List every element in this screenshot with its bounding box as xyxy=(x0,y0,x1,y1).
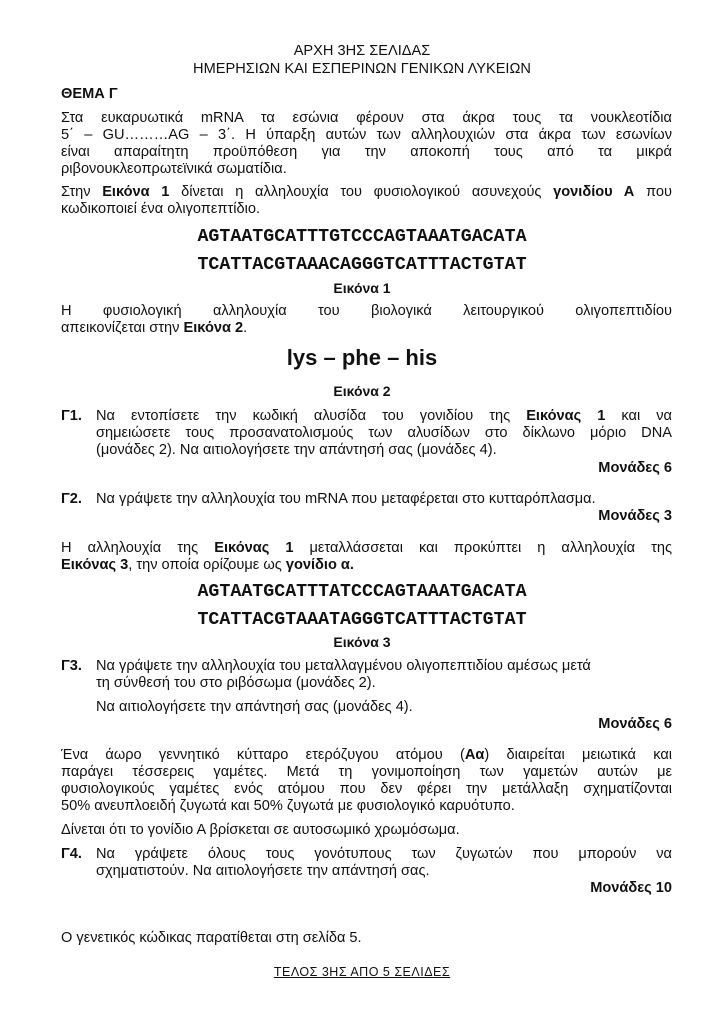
intro-p2-line-1 xyxy=(61,184,672,201)
question-g1-line-2: σημειώσετε τους προσανατολισμούς των αλυσίδων στο δίκλωνο μόριο DNA xyxy=(96,425,672,441)
section-title: ΘΕΜΑ Γ xyxy=(61,86,118,102)
question-g4-label: Γ4. xyxy=(61,846,82,862)
figure3-strand-1: AGTAATGCATTTATCCCAGTAAATGACATA xyxy=(197,582,527,602)
figure1-strand-2: TCATTACGTAAACAGGGTCATTTACTGTAT xyxy=(197,255,527,275)
p5-line-1 xyxy=(61,747,672,764)
figure-ref: Εικόνας 1 xyxy=(214,540,294,556)
question-g2-label: Γ2. xyxy=(61,491,82,507)
question-g1-line-1 xyxy=(96,408,672,425)
page-footer: ΤΕΛΟΣ 3ΗΣ ΑΠΟ 5 ΣΕΛΙΔΕΣ xyxy=(273,965,451,979)
p6: Δίνεται ότι το γονίδιο Α βρίσκεται σε αυτοσωμικό χρωμόσωμα. xyxy=(61,822,460,838)
text: απεικονίζεται στην xyxy=(61,320,184,336)
figure3-strand-2: TCATTACGTAAATAGGGTCATTTACTGTAT xyxy=(197,610,527,630)
text: που xyxy=(634,184,672,200)
figure2-peptide: lys – phe – his xyxy=(286,345,438,370)
header-line-2: ΗΜΕΡΗΣΙΩΝ ΚΑΙ ΕΣΠΕΡΙΝΩΝ ΓΕΝΙΚΩΝ ΛΥΚΕΙΩΝ xyxy=(193,61,531,77)
text: ) διαιρείται μειωτικά και xyxy=(484,747,673,763)
intro-line-4: ριβονουκλεοπρωτεϊνικά σωματίδια. xyxy=(61,161,287,177)
figure-ref: Εικόνας 1 xyxy=(526,408,606,424)
question-g4-units: Μονάδες 10 xyxy=(590,880,672,896)
intro-line-3: είναι απαραίτητη προϋπόθεση για την αποκοπή τους από τα μικρά xyxy=(61,144,672,160)
figure1-strand-1: AGTAATGCATTTGTCCCAGTAAATGACATA xyxy=(197,227,527,247)
p3-line-1: Η φυσιολογική αλληλουχία του βιολογικά λειτουργικού ολιγοπεπτιδίου xyxy=(61,303,672,319)
gene-ref: γονίδιο α. xyxy=(285,557,354,573)
text: δίνεται η αλληλουχία του φυσιολογικού ασυνεχούς xyxy=(169,184,554,200)
question-g3-line-2: τη σύνθεσή του στο ριβόσωμα (μονάδες 2). xyxy=(96,675,376,691)
p5-line-2: παράγει τέσσερεις γαμέτες. Μετά τη γονιμοποίηση των γαμετών αυτών με xyxy=(61,764,672,780)
figure2-caption: Εικόνα 2 xyxy=(333,383,391,399)
figure3-caption: Εικόνα 3 xyxy=(333,634,391,650)
question-g4-line-2: σχηματιστούν. Να αιτιολογήσετε την απάντησή σας. xyxy=(96,863,430,879)
p4-line-1 xyxy=(61,540,672,557)
figure-ref: Εικόνας 3 xyxy=(61,557,129,573)
question-g3-label: Γ3. xyxy=(61,658,82,674)
question-g1-units: Μονάδες 6 xyxy=(598,460,672,476)
p5-line-4: 50% ανευπλοειδή ζυγωτά και 50% ζυγωτά με φυσιολογικό καρυότυπο. xyxy=(61,798,515,814)
question-g1-label: Γ1. xyxy=(61,408,82,424)
p4-line-2 xyxy=(61,557,672,574)
genetic-code-note: Ο γενετικός κώδικας παρατίθεται στη σελίδα 5. xyxy=(61,930,362,946)
intro-line-2: 5΄ – GU………AG – 3΄. Η ύπαρξη αυτών των αλληλουχιών στα άκρα των εσωνίων xyxy=(61,127,672,143)
header-line-1: ΑΡΧΗ 3ΗΣ ΣΕΛΙΔΑΣ xyxy=(293,43,431,59)
text: Να εντοπίσετε την κωδική αλυσίδα του γονιδίου της xyxy=(96,408,527,424)
question-g2-units: Μονάδες 3 xyxy=(598,508,672,524)
figure-ref: Εικόνα 1 xyxy=(102,184,170,200)
text: μεταλλάσσεται και προκύπτει η αλληλουχία της xyxy=(293,540,673,556)
question-g3-line-3: Να αιτιολογήσετε την απάντησή σας (μονάδες 4). xyxy=(96,699,413,715)
text: Στην xyxy=(61,184,103,200)
figure1-caption: Εικόνα 1 xyxy=(333,280,391,296)
text: Η αλληλουχία της xyxy=(61,540,215,556)
intro-line-1: Στα ευκαρυωτικά mRNA τα εσώνια φέρουν στα άκρα τους τα νουκλεοτίδια xyxy=(61,110,672,126)
question-g2-text: Να γράψετε την αλληλουχία του mRNA που μεταφέρεται στο κυτταρόπλασμα. xyxy=(96,491,596,507)
text: και να xyxy=(605,408,672,424)
text: Ένα άωρο γεννητικό κύτταρο ετερόζυγου ατόμου ( xyxy=(61,747,465,763)
figure-ref: Εικόνα 2 xyxy=(183,320,244,336)
text: , την οποία ορίζουμε ως xyxy=(128,557,286,573)
question-g3-units: Μονάδες 6 xyxy=(598,716,672,732)
question-g1-line-3: (μονάδες 2). Να αιτιολογήσετε την απάντησή σας (μονάδες 4). xyxy=(96,442,497,458)
intro-p2-line-2: κωδικοποιεί ένα ολιγοπεπτίδιο. xyxy=(61,201,260,217)
question-g3-line-1: Να γράψετε την αλληλουχία του μεταλλαγμένου ολιγοπεπτιδίου αμέσως μετά xyxy=(96,658,591,674)
text: . xyxy=(243,320,248,336)
p3-line-2 xyxy=(61,320,672,337)
p5-line-3: φυσιολογικούς γαμέτες ενός ατόμου που δεν φέρει την μετάλλαξη σχηματίζονται xyxy=(61,781,672,797)
genotype: Αα xyxy=(464,747,485,763)
gene-ref: γονιδίου Α xyxy=(553,184,635,200)
question-g4-line-1: Να γράψετε όλους τους γονότυπους των ζυγωτών που μπορούν να xyxy=(96,846,672,862)
